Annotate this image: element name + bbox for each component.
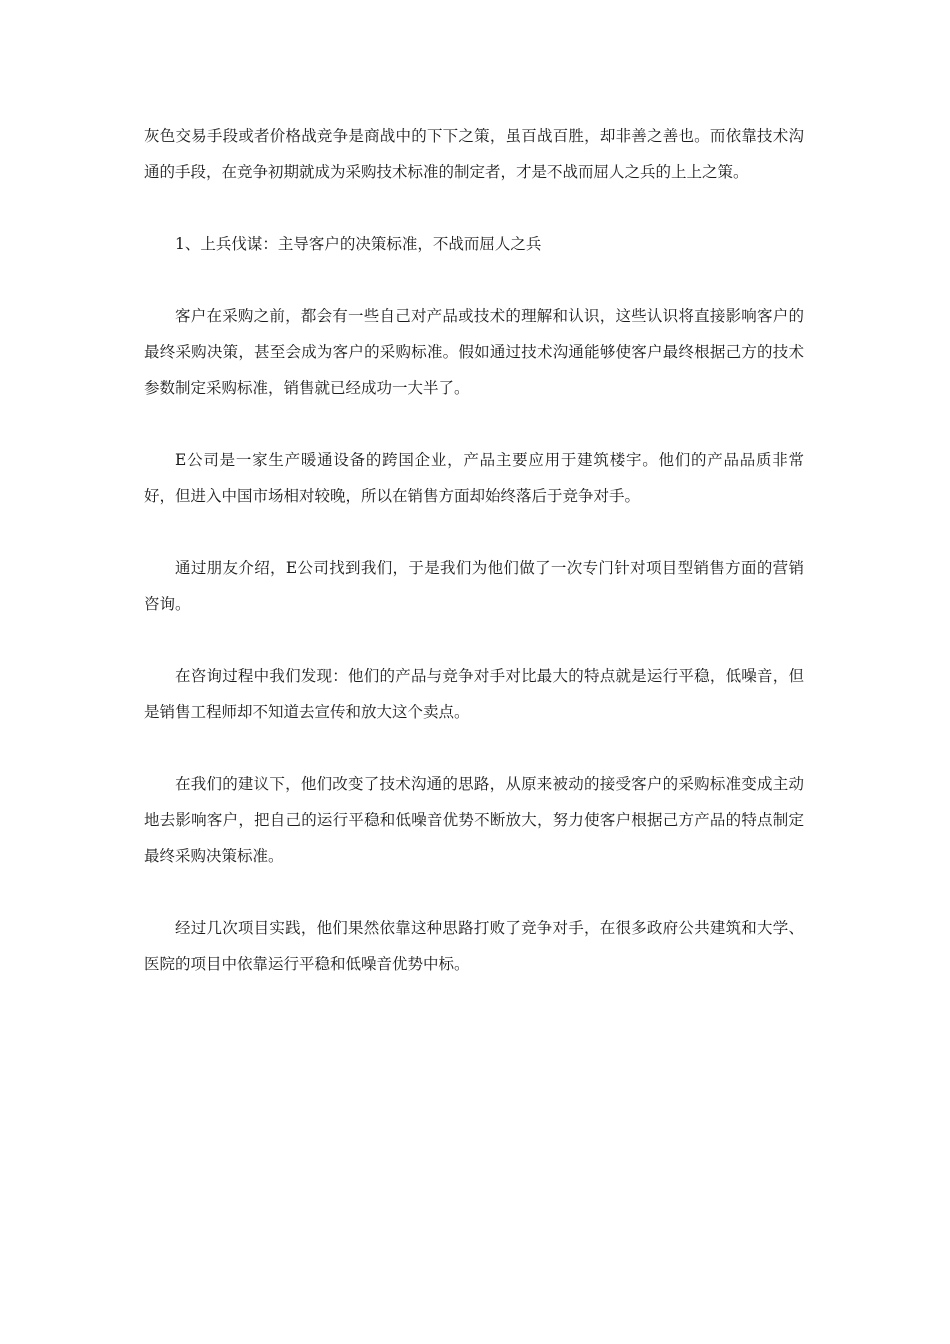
paragraph-intro: 灰色交易手段或者价格战竞争是商战中的下下之策，虽百战百胜，却非善之善也。而依靠技术沟通的手段，在竞争初期就成为采购技术标准的制定者，才是不战而屈人之兵的上上之策。 xyxy=(144,127,804,181)
section-heading: 1、上兵伐谋：主导客户的决策标准，不战而屈人之兵 xyxy=(175,235,542,253)
paragraph: 在咨询过程中我们发现：他们的产品与竞争对手对比最大的特点就是运行平稳，低噪音，但是销售工程师却不知道去宣传和放大这个卖点。 xyxy=(144,667,804,721)
paragraph: 经过几次项目实践，他们果然依靠这种思路打败了竞争对手，在很多政府公共建筑和大学、医院的项目中依靠运行平稳和低噪音优势中标。 xyxy=(144,919,804,973)
document-body xyxy=(144,118,804,1018)
paragraph: 在我们的建议下，他们改变了技术沟通的思路，从原来被动的接受客户的采购标准变成主动地去影响客户，把自己的运行平稳和低噪音优势不断放大，努力使客户根据己方产品的特点制定最终采购决策标准。 xyxy=(144,775,804,865)
paragraph: E公司是一家生产暖通设备的跨国企业，产品主要应用于建筑楼宇。他们的产品品质非常好，但进入中国市场相对较晚，所以在销售方面却始终落后于竞争对手。 xyxy=(144,451,804,505)
paragraph: 通过朋友介绍，E公司找到我们，于是我们为他们做了一次专门针对项目型销售方面的营销咨询。 xyxy=(144,559,804,613)
paragraph: 客户在采购之前，都会有一些自己对产品或技术的理解和认识，这些认识将直接影响客户的最终采购决策，甚至会成为客户的采购标准。假如通过技术沟通能够使客户最终根据己方的技术参数制定采购标准，销售就已经成功一大半了。 xyxy=(144,307,804,397)
